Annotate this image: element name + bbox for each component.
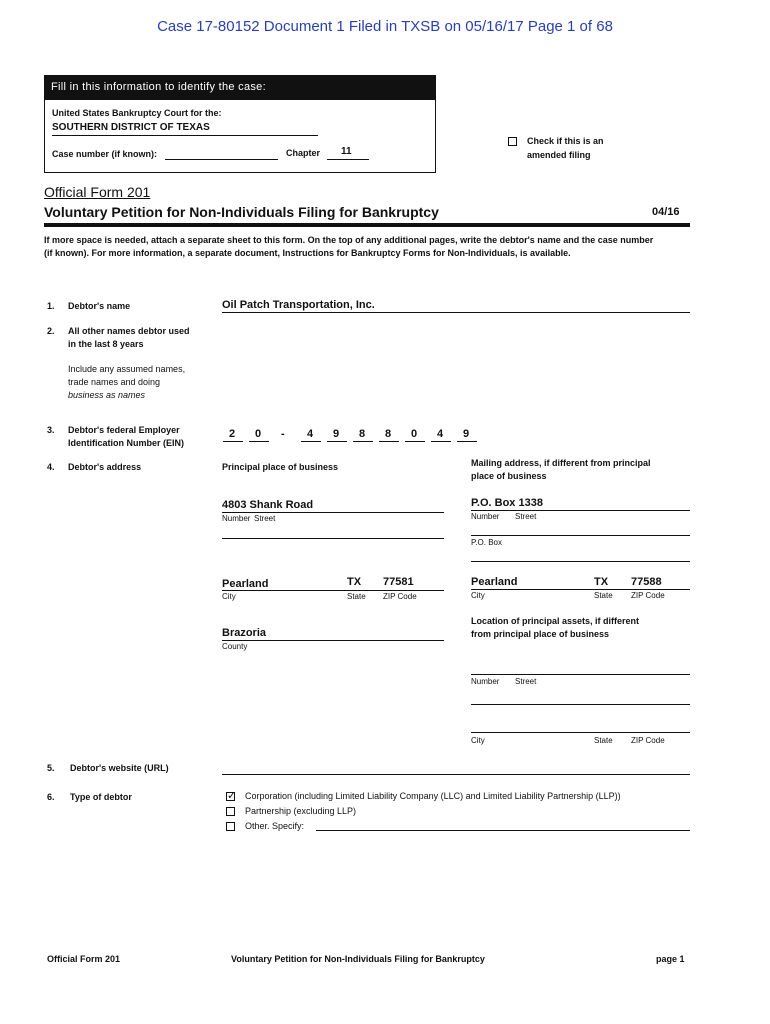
ein-digit: 4 [307,428,314,440]
q3-label-line2: Identification Number (EIN) [68,438,185,448]
q5-label: Debtor's website (URL) [70,763,169,773]
footer-page-number: page 1 [656,954,685,964]
location-number-label: Number [471,677,500,686]
debtor-type-corporation-label: Corporation (including Limited Liability Company (LLC) and Limited Liability Partnership (LLP)) [245,791,621,801]
principal-county-label: County [222,642,248,651]
principal-street-value: 4803 Shank Road [222,499,314,511]
mailing-state-label: State [594,591,613,600]
mailing-number-label: Number [471,512,500,521]
q4-number: 4. [47,462,55,472]
court-label: United States Bankruptcy Court for the: [52,108,222,118]
principal-city-value: Pearland [222,578,269,590]
location-street-line2[interactable] [471,704,690,705]
ein-digit-underline [431,441,451,442]
mailing-heading-line1: Mailing address, if different from principal [471,458,651,468]
form-date: 04/16 [652,206,680,218]
ein-digit: 8 [385,428,392,440]
identification-header-text: Fill in this information to identify the case: [51,81,266,93]
ein-digit-underline [223,441,243,442]
ein-digit: 2 [229,428,236,440]
principal-city-label: City [222,592,236,601]
principal-city-field[interactable] [222,590,444,591]
mailing-pobox-field[interactable] [471,535,690,536]
q6-number: 6. [47,792,55,802]
q1-number: 1. [47,301,55,311]
ein-digit-underline [327,441,347,442]
q6-label: Type of debtor [70,792,132,802]
chapter-label: Chapter [286,148,321,158]
q3-label-line1: Debtor's federal Employer [68,425,180,435]
mailing-street-value: P.O. Box 1338 [471,497,543,509]
mailing-zip-label: ZIP Code [631,591,665,600]
footer-form-name: Official Form 201 [47,954,121,964]
ein-separator: - [281,428,285,440]
location-city-label: City [471,736,485,745]
principal-street-label: Street [254,514,276,523]
q5-number: 5. [47,763,55,773]
debtor-name-value: Oil Patch Transportation, Inc. [222,299,375,311]
debtor-type-corporation-checkbox[interactable] [226,792,235,801]
debtor-type-partnership-checkbox[interactable] [226,807,235,816]
ein-digit-underline [301,441,321,442]
form-instructions: If more space is needed, attach a separate sheet to this form. On the top of any additional pages, write the debtor's name and the case number (if known). For more information, a separate document, Instructions for Bankruptcy Forms for Non-Individuals, is available. [44,235,654,258]
location-heading-line2: from principal place of business [471,629,610,639]
mailing-zip-value: 77588 [631,576,662,588]
q2-number: 2. [47,326,55,336]
location-heading-line1: Location of principal assets, if different [471,616,640,626]
ein-digit: 4 [437,428,444,440]
mailing-city-label: City [471,591,485,600]
footer-form-title: Voluntary Petition for Non-Individuals Filing for Bankruptcy [231,954,485,964]
principal-street-field[interactable] [222,512,444,513]
q2-note-line1: Include any assumed names, [68,364,186,374]
principal-place-heading: Principal place of business [222,462,339,472]
debtor-type-partnership-label: Partnership (excluding LLP) [245,806,357,816]
debtor-type-other-checkbox[interactable] [226,822,235,831]
ein-digit: 9 [463,428,470,440]
location-street-field[interactable] [471,674,690,675]
mailing-city-field[interactable] [471,589,690,590]
principal-state-value: TX [347,576,362,588]
court-district: SOUTHERN DISTRICT OF TEXAS [52,122,210,133]
q3-number: 3. [47,425,55,435]
amended-label-line2: amended filing [527,150,591,160]
location-street-label: Street [515,677,537,686]
ein-digit-underline [405,441,425,442]
principal-state-label: State [347,592,366,601]
principal-number-label: Number [222,514,251,523]
case-number-label: Case number (if known): [52,149,158,159]
mailing-extra-line[interactable] [471,561,690,562]
title-rule [44,223,690,227]
chapter-underline [327,159,369,160]
case-header: Case 17-80152 Document 1 Filed in TXSB on 05/16/17 Page 1 of 68 [157,18,613,35]
mailing-state-value: TX [594,576,609,588]
ein-digit-underline [379,441,399,442]
ein-digit-underline [249,441,269,442]
case-number-field[interactable] [165,159,278,160]
mailing-street-label: Street [515,512,537,521]
ein-digit-underline [353,441,373,442]
mailing-heading-line2: place of business [471,471,547,481]
mailing-city-value: Pearland [471,576,518,588]
debtor-type-other-label: Other. Specify: [245,821,305,831]
principal-county-value: Brazoria [222,627,267,639]
principal-zip-value: 77581 [383,576,414,588]
ein-digit: 0 [411,428,418,440]
q2-note-line3: business as names [68,390,146,400]
location-state-label: State [594,736,613,745]
principal-zip-label: ZIP Code [383,592,417,601]
mailing-street-field[interactable] [471,510,690,511]
chapter-value: 11 [341,146,352,157]
ein-digit: 8 [359,428,366,440]
ein-digit-underline [457,441,477,442]
debtor-type-other-field[interactable] [316,830,690,831]
amended-label-line1: Check if this is an [527,136,604,146]
form-title: Voluntary Petition for Non-Individuals Filing for Bankruptcy [44,204,439,220]
q1-label: Debtor's name [68,301,131,311]
mailing-pobox-label: P.O. Box [471,538,502,547]
ein-digit: 0 [255,428,262,440]
principal-county-field[interactable] [222,640,444,641]
debtor-name-field[interactable] [222,312,690,313]
amended-filing-checkbox[interactable] [508,137,517,146]
principal-street-line2[interactable] [222,538,444,539]
ein-digit: 9 [333,428,340,440]
website-field[interactable] [222,774,690,775]
q4-label: Debtor's address [68,462,142,472]
location-city-field[interactable] [471,732,690,733]
form-name: Official Form 201 [44,184,151,200]
location-zip-label: ZIP Code [631,736,665,745]
q2-note-line2: trade names and doing [68,377,161,387]
q2-label-line1: All other names debtor used [68,326,190,336]
q2-label-line2: in the last 8 years [68,339,144,349]
district-underline [52,135,318,136]
